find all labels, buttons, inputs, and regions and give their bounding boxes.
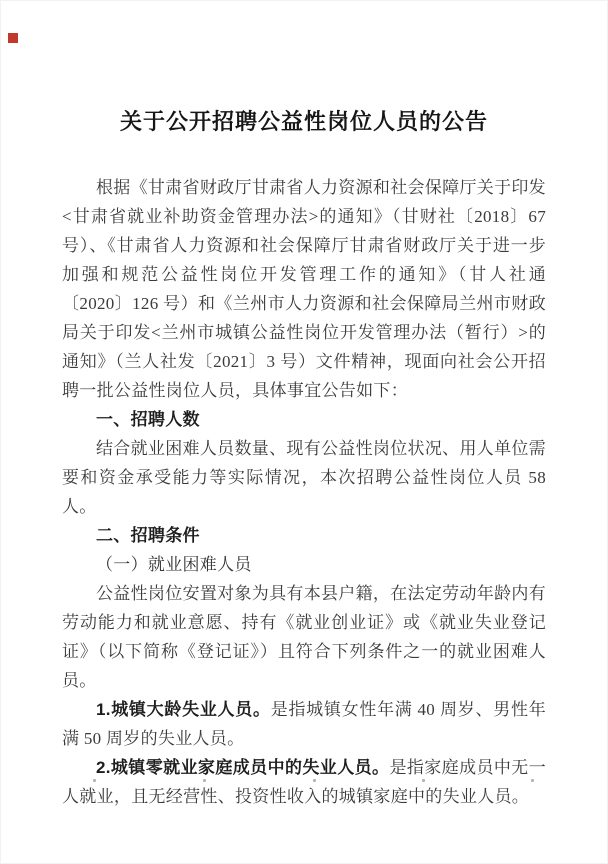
scan-speck — [93, 779, 96, 782]
condition-item-1 — [62, 695, 546, 753]
condition-item-2 — [62, 753, 546, 811]
intro-paragraph: 根据《甘肃省财政厅甘肃省人力资源和社会保障厅关于印发<甘肃省就业补助资金管理办法>的通知》（甘财社〔2018〕67 号）、《甘肃省人力资源和社会保障厅甘肃省财政厅关于进一步加强和规范公益性岗位开发管理工作的通知》（甘人社通〔2020〕126 号）和《兰州市人力资源和社会保障局兰州市财政局关于印发<兰州市城镇公益性岗位开发管理办法（暂行）>的通知》（兰人社发〔2021〕3 号）文件精神，现面向社会公开招聘一批公益性岗位人员，具体事宜公告如下： — [62, 178, 546, 400]
document-body — [62, 173, 546, 811]
condition-item-1-lead: 1.城镇大龄失业人员。 — [96, 700, 271, 719]
condition-item-2-text: 是指家庭成员中无一人就业，且无经营性、投资性收入的城镇家庭中的失业人员。 — [62, 758, 547, 806]
section-2-heading: 二、招聘条件 — [96, 526, 200, 545]
scan-speck — [531, 779, 534, 782]
condition-item-1-text: 是指城镇女性年满 40 周岁、男性年满 50 周岁的失业人员。 — [62, 700, 546, 748]
scan-speck — [313, 779, 316, 782]
section-2-1-subheading: （一）就业困难人员 — [96, 555, 252, 574]
section-1-heading: 一、招聘人数 — [96, 410, 200, 429]
scan-speck — [203, 779, 206, 782]
red-corner-mark — [8, 33, 18, 43]
section-1-paragraph: 结合就业困难人员数量、现有公益性岗位状况、用人单位需要和资金承受能力等实际情况，本次招聘公益性岗位人员 58 人。 — [62, 439, 546, 516]
document-title: 关于公开招聘公益性岗位人员的公告 — [119, 109, 488, 134]
condition-item-2-lead: 2.城镇零就业家庭成员中的失业人员。 — [96, 758, 390, 777]
section-2-1-paragraph: 公益性岗位安置对象为具有本县户籍，在法定劳动年龄内有劳动能力和就业意愿、持有《就业创业证》或《就业失业登记证》（以下简称《登记证》）且符合下列条件之一的就业困难人员。 — [62, 584, 546, 690]
scan-speck — [422, 779, 425, 782]
